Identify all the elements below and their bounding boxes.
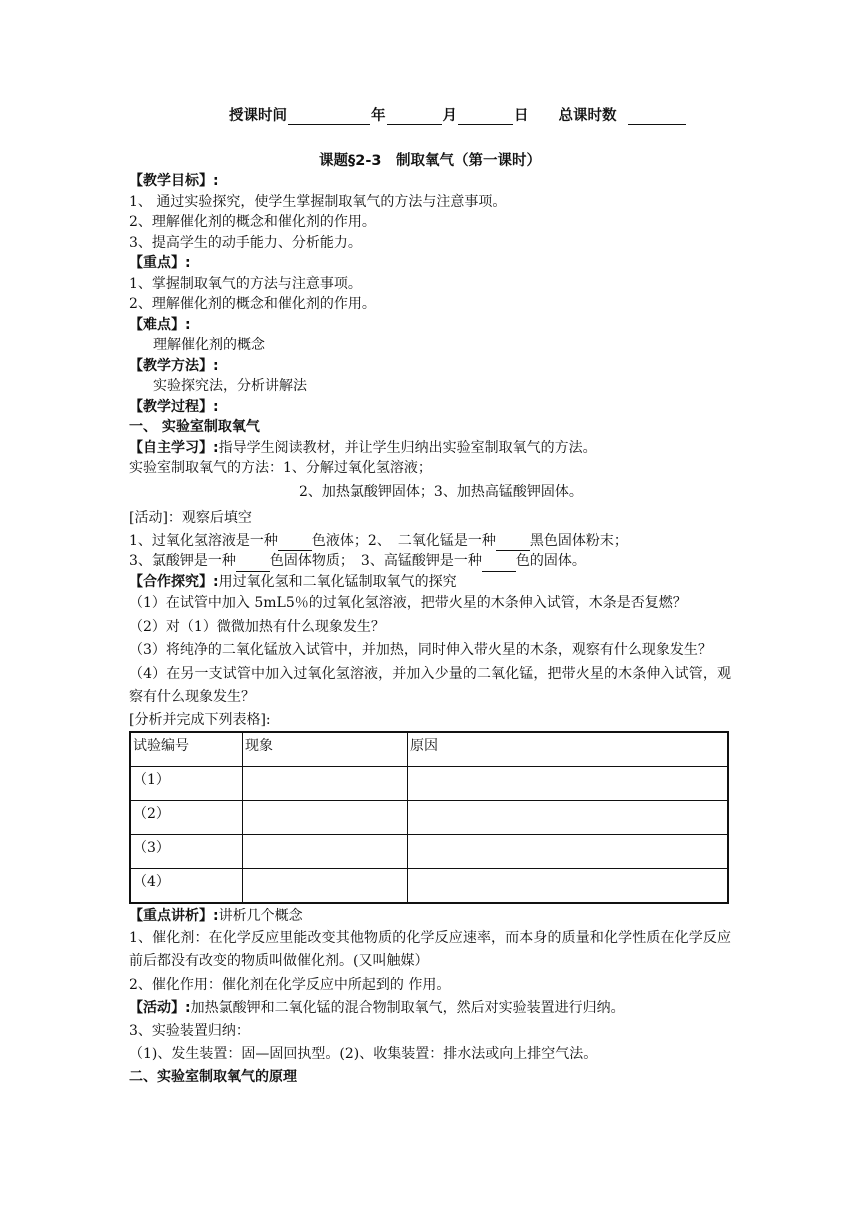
question-2: （2）对（1）微微加热有什么现象发生？ <box>129 618 385 635</box>
table-cell-phenomenon[interactable] <box>243 835 408 869</box>
fill-line-2: 3、氯酸钾是一种 色固体物质； 3、高锰酸钾是一种 色的固体。 <box>129 551 731 572</box>
activity-label: 【活动】: <box>129 999 191 1016</box>
table-cell-phenomenon[interactable] <box>243 767 408 801</box>
table-row <box>130 835 728 869</box>
results-table <box>129 731 729 904</box>
day-blank <box>458 110 513 125</box>
day-label: 日 <box>514 108 529 124</box>
difficulty-heading: 【难点】: <box>129 316 191 333</box>
self-study-text: 指导学生阅读教材，并让学生归纳出实验室制取氧气的方法。 <box>218 439 597 456</box>
fill-blank <box>496 536 530 551</box>
table-intro: [分析并完成下列表格]: <box>129 711 271 728</box>
table-row <box>130 801 728 835</box>
goals-heading: 【教学目标】: <box>129 173 219 189</box>
key-point-item: 2、理解催化剂的概念和催化剂的作用。 <box>129 296 376 312</box>
goal-item: 3、提高学生的动手能力、分析能力。 <box>129 234 362 251</box>
table-cell-phenomenon[interactable] <box>243 869 408 904</box>
table-cell-reason[interactable] <box>408 869 729 904</box>
self-study-line <box>129 438 731 459</box>
difficulty-text: 理解催化剂的概念 <box>153 337 265 353</box>
question-3: （3）将纯净的二氧化锰放入试管中，并加热，同时伸入带火星的木条，观察有什么现象发生？ <box>129 642 712 658</box>
question-1: （1）在试管中加入 5mL5％的过氧化氢溶液，把带火星的木条伸入试管，木条是否复燃？ <box>129 595 687 611</box>
apparatus-summary: 3、实验装置归纳： <box>129 1022 250 1039</box>
fill-blank <box>236 557 270 572</box>
catalysis-definition: 2、催化作用：催化剂在化学反应中所起到的 作用。 <box>129 976 451 993</box>
method-text: 实验探究法，分析讲解法 <box>153 378 307 394</box>
table-row <box>130 767 728 801</box>
question-4: （4）在另一支试管中加入过氧化氢溶液，并加入少量的二氧化锰，把带火星的木条伸入试管，观察有什么现象发生？ <box>129 665 731 705</box>
fill-blank <box>482 557 516 572</box>
table-header-row <box>130 732 728 767</box>
coop-label: 【合作探究】: <box>129 573 219 590</box>
section-2-heading: 二、实验室制取氧气的原理 <box>129 1068 297 1085</box>
total-hours-label: 总课时数 <box>558 108 617 124</box>
table-cell-reason[interactable] <box>408 835 729 869</box>
total-hours-blank <box>628 110 686 125</box>
coop-text: 用过氧化氢和二氧化锰制取氧气的探究 <box>218 573 457 590</box>
process-heading: 【教学过程】: <box>129 398 219 415</box>
table-header-cell: 试验编号 <box>130 732 243 767</box>
table-row-label: （3） <box>130 835 243 869</box>
table-row-label: （1） <box>130 767 243 801</box>
self-study-label: 【自主学习】: <box>129 439 219 456</box>
table-cell-reason[interactable] <box>408 767 729 801</box>
methods-line-2: 2、加热氯酸钾固体；3、加热高锰酸钾固体。 <box>299 483 583 500</box>
activity-line <box>129 997 731 1020</box>
lesson-title: 课题§2-3 制取氧气（第一课时） <box>319 153 541 169</box>
table-row <box>130 869 728 904</box>
table-row-label: （2） <box>130 801 243 835</box>
lesson-body <box>129 171 731 1089</box>
month-blank <box>387 110 442 125</box>
lesson-time-label: 授课时间 <box>229 108 287 124</box>
section-1-heading: 一、 实验室制取氧气 <box>129 419 260 435</box>
lesson-header <box>229 104 687 125</box>
methods-line-1: 实验室制取氧气的方法：1、分解过氧化氢溶液； <box>129 460 432 476</box>
analysis-line <box>129 906 731 927</box>
year-label: 年 <box>371 108 386 124</box>
table-row-label: （4） <box>130 869 243 904</box>
key-points-heading: 【重点】: <box>129 255 191 271</box>
analysis-text: 讲析几个概念 <box>218 908 303 924</box>
month-label: 月 <box>442 108 457 124</box>
catalyst-definition: 1、催化剂：在化学反应里能改变其他物质的化学反应速率，而本身的质量和化学性质在化学反应前后都没有改变的物质叫做催化剂。(又叫触媒） <box>129 929 731 969</box>
key-point-item: 1、掌握制取氧气的方法与注意事项。 <box>129 275 362 292</box>
coop-line <box>129 572 731 593</box>
table-cell-reason[interactable] <box>408 801 729 835</box>
table-header-cell: 原因 <box>408 732 729 767</box>
method-heading: 【教学方法】: <box>129 357 219 374</box>
apparatus-detail: （1)、发生装置：固—固回执型。(2)、收集装置：排水法或向上排空气法。 <box>129 1045 598 1062</box>
fill-blank <box>278 536 312 551</box>
goal-item: 1、 通过实验探究，使学生掌握制取氧气的方法与注意事项。 <box>129 193 507 210</box>
activity-fill-heading: [活动]：观察后填空 <box>129 509 252 526</box>
year-blank <box>288 110 370 125</box>
table-header-cell: 现象 <box>243 732 408 767</box>
fill-line-1: 1、过氧化氢溶液是一种 色液体；2、 二氧化锰是一种 黑色固体粉末； <box>129 531 731 552</box>
goal-item: 2、理解催化剂的概念和催化剂的作用。 <box>129 214 376 230</box>
table-cell-phenomenon[interactable] <box>243 801 408 835</box>
activity-text: 加热氯酸钾和二氧化锰的混合物制取氧气，然后对实验装置进行归纳。 <box>190 999 625 1016</box>
analysis-label: 【重点讲析】: <box>129 908 219 924</box>
